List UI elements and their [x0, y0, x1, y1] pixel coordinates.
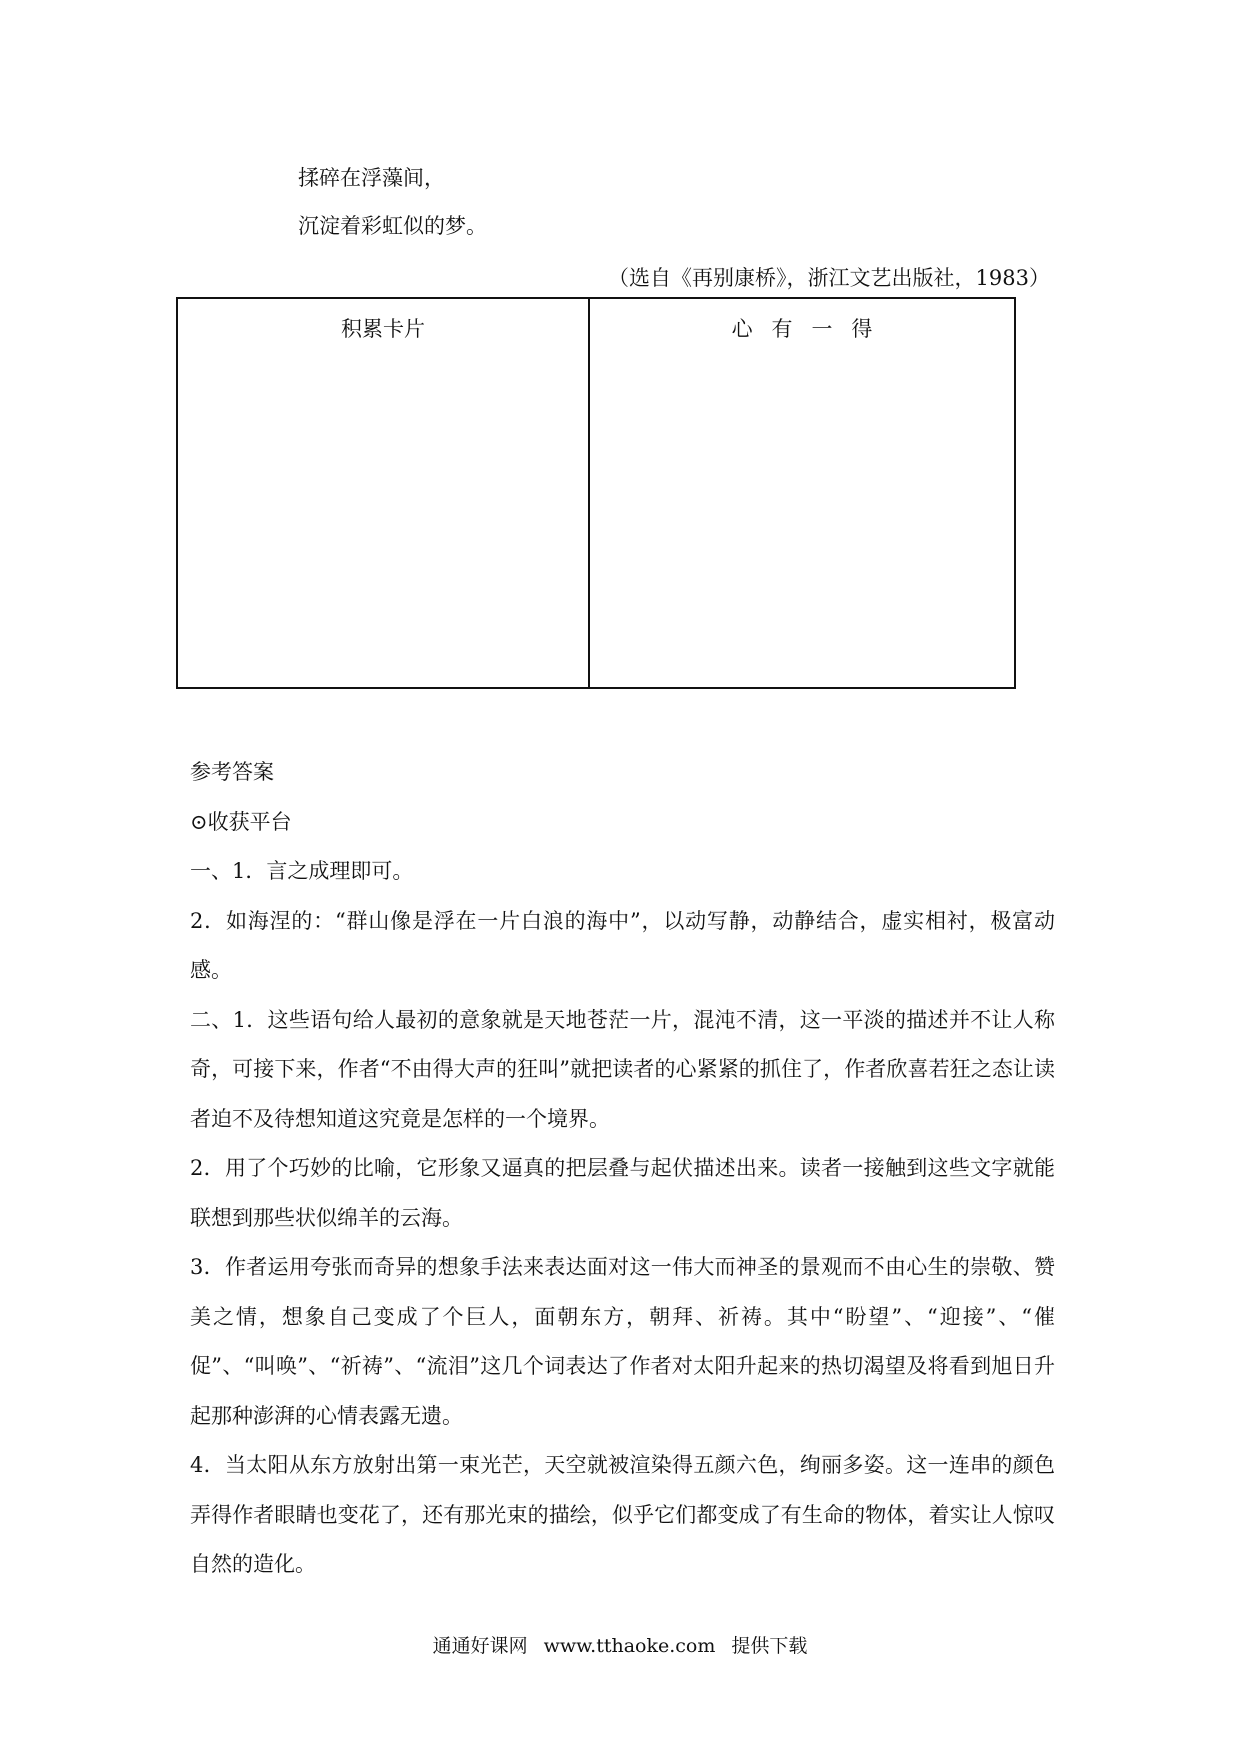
answer-item: 4．当太阳从东方放射出第一束光芒，天空就被渲染得五颜六色，绚丽多姿。这一连串的颜色弄得作者眼睛也变花了，还有那光束的描绘，似乎它们都变成了有生命的物体，着实让人惊叹自然的造化。 [190, 1453, 1055, 1576]
answer-item: 2．用了个巧妙的比喻，它形象又逼真的把层叠与起伏描述出来。读者一接触到这些文字就能联想到那些状似绵羊的云海。 [190, 1156, 1055, 1230]
answer-item: 2．如海涅的：“群山像是浮在一片白浪的海中”，以动写静，动静结合，虚实相衬，极富动感。 [190, 908, 1055, 982]
footer-site-name: 通通好课网 [432, 1635, 528, 1657]
page-footer [0, 1631, 1240, 1658]
answer-item: 一、1．言之成理即可。 [190, 859, 414, 883]
answer-item: 二、1．这些语句给人最初的意象就是天地苍茫一片，混沌不清，这一平淡的描述并不让人称奇，可接下来，作者“不由得大声的狂叫”就把读者的心紧紧的抓住了，作者欣喜若狂之态让读者迫不及待想知道这究竟是怎样的一个境界。 [190, 1007, 1055, 1131]
poem-line-1: 揉碎在浮藻间， [298, 166, 445, 190]
answers-title: 参考答案 [190, 760, 274, 784]
footer-suffix: 提供下载 [731, 1635, 808, 1657]
source-citation: （选自《再别康桥》，浙江文艺出版社，1983） [608, 266, 1050, 290]
poem-line-2: 沉淀着彩虹似的梦。 [298, 214, 487, 238]
card-column-insight [590, 299, 1014, 687]
footer-url: www.tthaoke.com [543, 1635, 716, 1657]
card-header-accumulation: 积累卡片 [341, 317, 425, 341]
card-header-insight: 心有一得 [731, 317, 892, 341]
answers-section-heading: ⊙收获平台 [190, 809, 292, 834]
answer-item: 3．作者运用夸张而奇异的想象手法来表达面对这一伟大而神圣的景观而不由心生的崇敬、赞美之情，想象自己变成了个巨人，面朝东方，朝拜、祈祷。其中“盼望”、“迎接”、“催促”、“叫唤”、“祈祷”、“流泪”这几个词表达了作者对太阳升起来的热切渴望及将看到旭日升起那种澎湃的心情表露无遗。 [190, 1255, 1055, 1428]
card-column-accumulation [178, 299, 590, 687]
card-table [176, 297, 1016, 689]
answer-section [190, 748, 1055, 1590]
